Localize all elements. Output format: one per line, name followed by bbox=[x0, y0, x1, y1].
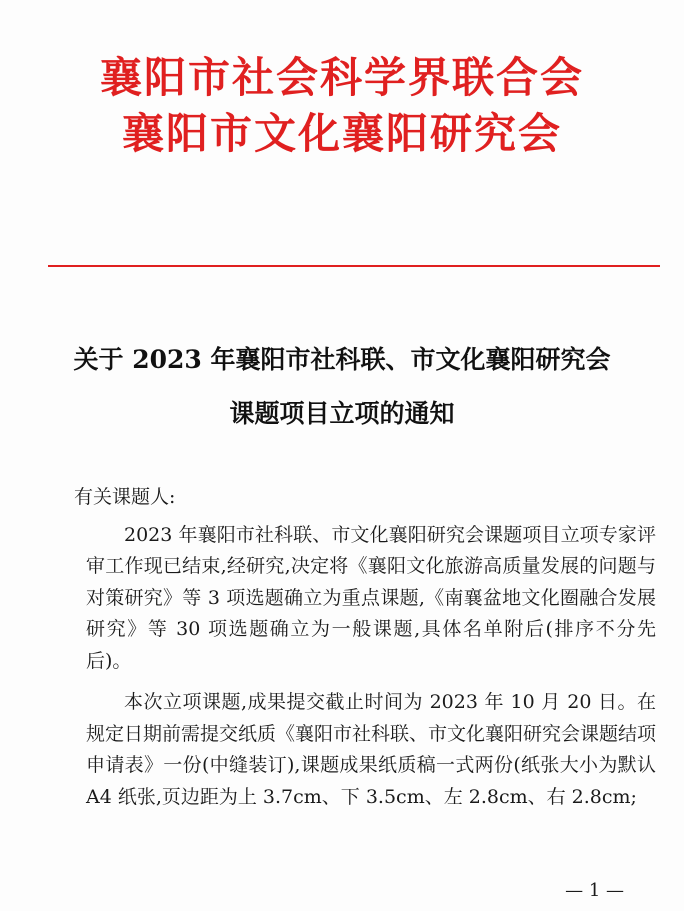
notice-body bbox=[74, 482, 657, 813]
org-name-line1: 襄阳市社会科学界联合会 bbox=[99, 53, 584, 102]
page-number: — 1 — bbox=[565, 880, 624, 901]
salutation: 有关课题人: bbox=[74, 486, 176, 508]
notice-title-line1: 关于 2023 年襄阳市社科联、市文化襄阳研究会 bbox=[73, 345, 611, 374]
red-divider-rule bbox=[48, 265, 660, 267]
org-name-line2: 襄阳市文化襄阳研究会 bbox=[121, 109, 562, 158]
body-paragraph-2: 本次立项课题,成果提交截止时间为 2023 年 10 月 20 日。在规定日期前需提交纸质《襄阳市社科联、市文化襄阳研究会课题结项申请表》一份(中缝装订),课题成果纸质稿一式两份(纸张大小为默认 A4 纸张,页边距为上 3.7cm、下 3.5cm、左 2.8cm、右 2.8cm; bbox=[86, 691, 657, 808]
body-paragraph-1: 2023 年襄阳市社科联、市文化襄阳研究会课题项目立项专家评审工作现已结束,经研究,决定将《襄阳文化旅游高质量发展的问题与对策研究》等 3 项选题确立为重点课题,《南襄盆地文化圈融合发展研究》等 30 项选题确立为一般课题,具体名单附后(排序不分先后)。 bbox=[86, 523, 656, 672]
notice-title-line2: 课题项目立项的通知 bbox=[229, 399, 455, 428]
